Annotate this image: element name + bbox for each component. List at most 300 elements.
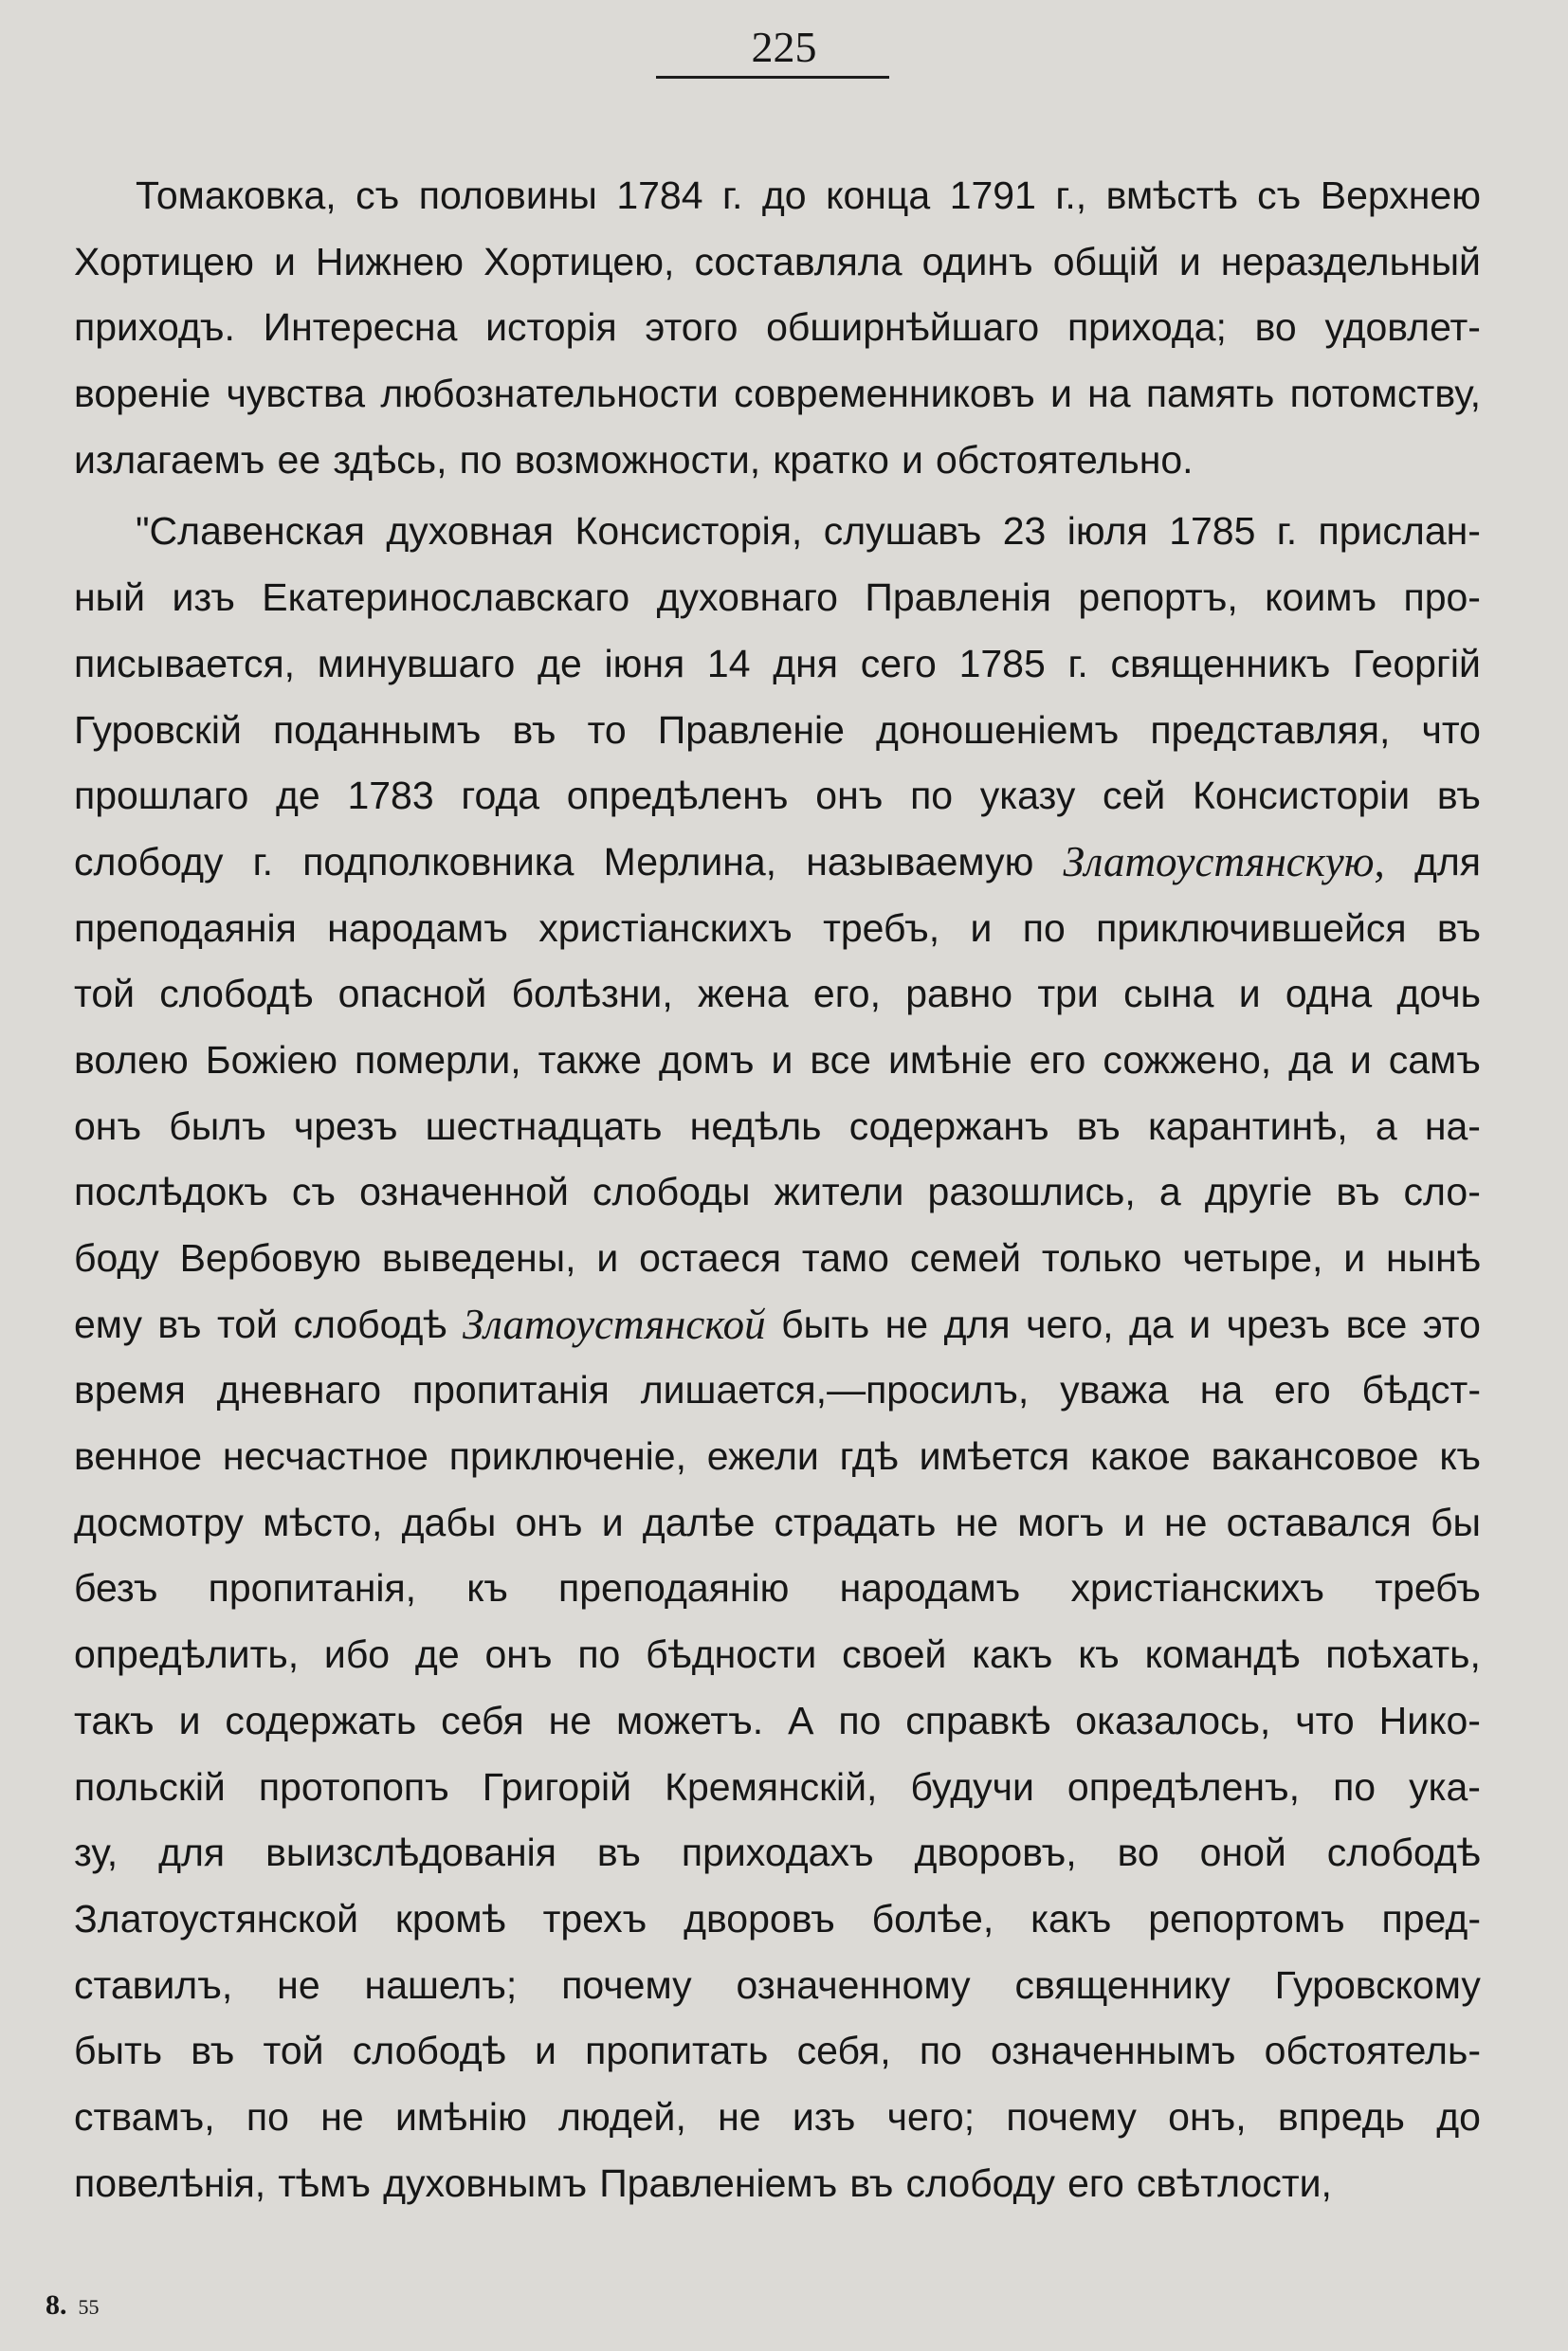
word: на- bbox=[1424, 1103, 1481, 1148]
word: пропитанія bbox=[411, 1368, 610, 1412]
word: чего, bbox=[1026, 1302, 1114, 1346]
word: чего; bbox=[886, 2094, 975, 2139]
word: онъ, bbox=[1168, 2094, 1247, 2139]
word: себя, bbox=[796, 2029, 891, 2073]
word: почему bbox=[561, 1962, 692, 2007]
word: 23 bbox=[1002, 509, 1047, 554]
word: конца bbox=[826, 173, 931, 217]
word: для bbox=[158, 1831, 226, 1875]
word: чрезъ bbox=[1226, 1302, 1331, 1346]
word: шестнадцать bbox=[425, 1103, 663, 1148]
word: мѣсто, bbox=[263, 1500, 383, 1544]
word: ный bbox=[74, 575, 146, 620]
word: духовная bbox=[386, 509, 555, 554]
word: несчастное bbox=[222, 1434, 428, 1479]
word: дворовъ bbox=[684, 1896, 835, 1941]
body-text bbox=[74, 163, 1481, 2216]
word: составляла bbox=[694, 239, 903, 283]
word: справкѣ bbox=[905, 1698, 1051, 1742]
word: сожжено, bbox=[1103, 1037, 1272, 1082]
word: называемую bbox=[806, 839, 1034, 884]
word: а bbox=[1158, 1170, 1181, 1214]
word: на bbox=[1087, 372, 1131, 416]
word: Верхнею bbox=[1320, 173, 1481, 217]
word: къ bbox=[466, 1566, 508, 1611]
word: въ bbox=[157, 1302, 202, 1346]
word: что bbox=[1295, 1698, 1355, 1742]
word: требъ, bbox=[823, 905, 940, 950]
word: этого bbox=[645, 305, 738, 350]
word: приходъ. bbox=[74, 305, 235, 350]
word: досмотру bbox=[74, 1500, 244, 1544]
word: поѣхать, bbox=[1325, 1632, 1481, 1677]
word: репортомъ bbox=[1148, 1896, 1345, 1941]
word: страдать bbox=[774, 1500, 937, 1544]
word: то bbox=[587, 707, 627, 752]
word: и bbox=[1238, 972, 1261, 1016]
word: также bbox=[538, 1037, 642, 1082]
word: Нико- bbox=[1378, 1698, 1481, 1742]
word: и bbox=[535, 2029, 556, 2073]
text-line bbox=[74, 1424, 1481, 1490]
text-line bbox=[74, 1688, 1481, 1755]
word: впредь bbox=[1277, 2094, 1405, 2139]
word: да bbox=[1129, 1302, 1174, 1346]
word: сына bbox=[1123, 972, 1214, 1016]
word: лишается,—просилъ, bbox=[640, 1368, 1030, 1412]
word: одна bbox=[1285, 972, 1373, 1016]
text-line bbox=[74, 361, 1481, 428]
word: жена bbox=[697, 972, 789, 1016]
text-line bbox=[74, 698, 1481, 764]
word: слушавъ bbox=[823, 509, 982, 554]
word: и bbox=[273, 239, 296, 283]
word: современниковъ bbox=[734, 372, 1035, 416]
word: слободѣ bbox=[293, 1302, 447, 1346]
word: какъ bbox=[972, 1632, 1053, 1677]
word: писывается, bbox=[74, 641, 296, 685]
word: въ bbox=[1436, 774, 1481, 818]
word: чувства bbox=[226, 372, 366, 416]
word: "Славенская bbox=[136, 509, 365, 554]
word: здѣсь, bbox=[333, 437, 447, 482]
word: ствамъ, bbox=[74, 2094, 215, 2139]
word: болѣе, bbox=[871, 1896, 994, 1941]
word: Григорій bbox=[482, 1764, 632, 1809]
word: дневнаго bbox=[216, 1368, 382, 1412]
word: Мерлина, bbox=[603, 839, 777, 884]
word: въ bbox=[191, 2029, 235, 2073]
word: равно bbox=[905, 972, 1013, 1016]
word: не bbox=[718, 2094, 761, 2139]
word: года bbox=[461, 774, 540, 818]
word: свѣтлости, bbox=[1136, 2160, 1332, 2205]
word: онъ bbox=[515, 1500, 583, 1544]
word: нераздельный bbox=[1220, 239, 1481, 283]
word: г. bbox=[722, 173, 743, 217]
text-line bbox=[74, 1028, 1481, 1094]
word: де bbox=[538, 641, 582, 685]
word: такъ bbox=[74, 1698, 155, 1742]
word: самъ bbox=[1388, 1037, 1481, 1082]
word: народамъ bbox=[327, 905, 508, 950]
word: выведены, bbox=[381, 1236, 576, 1280]
word: означенному bbox=[736, 1962, 971, 2007]
word: г., bbox=[1055, 173, 1087, 217]
word: Гуровскому bbox=[1274, 1962, 1481, 2007]
word: гдѣ bbox=[839, 1434, 899, 1479]
word: общій bbox=[1052, 239, 1159, 283]
word: Вербовую bbox=[179, 1236, 362, 1280]
word: себя bbox=[441, 1698, 524, 1742]
word: и bbox=[901, 437, 923, 482]
word: чрезъ bbox=[293, 1103, 398, 1148]
word: это bbox=[1422, 1302, 1481, 1346]
word: не bbox=[955, 1500, 999, 1544]
word: Томаковка, bbox=[136, 173, 337, 217]
word: доношеніемъ bbox=[876, 707, 1120, 752]
word: прихода; bbox=[1067, 305, 1227, 350]
signature-sub-number: 55 bbox=[78, 2295, 100, 2319]
word: онъ bbox=[74, 1103, 142, 1148]
word: Златоустянской bbox=[463, 1300, 766, 1348]
word: оставался bbox=[1226, 1500, 1412, 1544]
text-line bbox=[74, 1556, 1481, 1622]
word: имѣнію bbox=[395, 2094, 527, 2139]
word: сего bbox=[860, 641, 937, 685]
text-line bbox=[74, 2085, 1481, 2151]
word: одинъ bbox=[921, 239, 1033, 283]
text-line bbox=[74, 163, 1481, 229]
word: вмѣстѣ bbox=[1105, 173, 1238, 217]
word: означенной bbox=[359, 1170, 569, 1214]
word: остаеся bbox=[639, 1236, 782, 1280]
word: г. bbox=[252, 839, 274, 884]
word: содержать bbox=[225, 1698, 417, 1742]
word: и bbox=[1122, 1500, 1145, 1544]
word: Нижнею bbox=[315, 239, 465, 283]
word: повелѣнія, bbox=[74, 2160, 266, 2205]
paragraph bbox=[74, 163, 1481, 493]
word: на bbox=[1199, 1368, 1244, 1412]
word: Гуровскій bbox=[74, 707, 242, 752]
word: что bbox=[1421, 707, 1481, 752]
word: людей, bbox=[558, 2094, 686, 2139]
word: по bbox=[577, 1632, 621, 1677]
word: въ bbox=[596, 1831, 641, 1875]
word: поданнымъ bbox=[272, 707, 482, 752]
word: вореніе bbox=[74, 372, 211, 416]
word: той bbox=[263, 2029, 324, 2073]
word: пропитать bbox=[585, 2029, 769, 2073]
word: онъ bbox=[484, 1632, 553, 1677]
word: Консисторіи bbox=[1192, 774, 1411, 818]
word: г. bbox=[1067, 641, 1088, 685]
word: обстоятель- bbox=[1264, 2029, 1481, 2073]
word: содержанъ bbox=[848, 1103, 1049, 1148]
word: дня bbox=[773, 641, 838, 685]
word: какое bbox=[1090, 1434, 1191, 1479]
text-line bbox=[74, 961, 1481, 1028]
word: волею bbox=[74, 1037, 189, 1082]
word: и bbox=[178, 1698, 201, 1742]
word: далѣе bbox=[642, 1500, 756, 1544]
word: четыре, bbox=[1182, 1236, 1323, 1280]
word: въ bbox=[849, 2160, 894, 2205]
word: другіе bbox=[1204, 1170, 1313, 1214]
word: обширнѣйшаго bbox=[766, 305, 1040, 350]
word: излагаемъ bbox=[74, 437, 265, 482]
word: въ bbox=[512, 707, 556, 752]
word: той bbox=[74, 972, 136, 1016]
word: исторія bbox=[485, 305, 617, 350]
text-line bbox=[74, 1094, 1481, 1160]
word: пред- bbox=[1381, 1896, 1481, 1941]
word: обстоятельно. bbox=[936, 437, 1194, 482]
word: потомству, bbox=[1289, 372, 1481, 416]
text-line bbox=[74, 1622, 1481, 1688]
text-line bbox=[74, 1292, 1481, 1358]
word: дворовъ, bbox=[914, 1831, 1077, 1875]
word: не bbox=[1164, 1500, 1208, 1544]
word: указу bbox=[979, 774, 1076, 818]
word: по bbox=[1333, 1764, 1377, 1809]
word: христіанскихъ bbox=[1070, 1566, 1325, 1611]
word: А bbox=[788, 1698, 814, 1742]
word: ее bbox=[277, 437, 321, 482]
word: и bbox=[1178, 239, 1201, 283]
text-line bbox=[74, 1358, 1481, 1424]
word: семей bbox=[909, 1236, 1022, 1280]
text-line bbox=[74, 829, 1481, 896]
word: по bbox=[910, 774, 954, 818]
word: по bbox=[919, 2029, 962, 2073]
word: изъ bbox=[792, 2094, 856, 2139]
word: прошлаго bbox=[74, 774, 249, 818]
word: ему bbox=[74, 1302, 142, 1346]
word: въ bbox=[1336, 1170, 1380, 1214]
word: народамъ bbox=[839, 1566, 1021, 1611]
word: и bbox=[771, 1037, 793, 1082]
word: быть bbox=[74, 2029, 163, 2073]
word: и bbox=[1049, 372, 1072, 416]
word: выизслѣдованія bbox=[265, 1831, 556, 1875]
word: Хортицею, bbox=[483, 239, 675, 283]
word: былъ bbox=[169, 1103, 266, 1148]
word: своей bbox=[842, 1632, 947, 1677]
text-line bbox=[74, 499, 1481, 565]
word: разошлись, bbox=[927, 1170, 1136, 1214]
word: онъ bbox=[815, 774, 884, 818]
word: половины bbox=[418, 173, 597, 217]
word: слободѣ bbox=[159, 972, 314, 1016]
word: время bbox=[74, 1368, 186, 1412]
word: уважа bbox=[1060, 1368, 1169, 1412]
word: и bbox=[601, 1500, 624, 1544]
paragraph bbox=[74, 499, 1481, 2216]
word: приключившейся bbox=[1096, 905, 1407, 950]
word: будучи bbox=[910, 1764, 1034, 1809]
word: бы bbox=[1431, 1500, 1481, 1544]
word: Правленія bbox=[865, 575, 1051, 620]
word: Божіею bbox=[205, 1037, 338, 1082]
word: бѣдст- bbox=[1361, 1368, 1481, 1412]
printer-signature bbox=[46, 2289, 100, 2322]
word: во bbox=[1117, 1831, 1159, 1875]
word: изъ bbox=[172, 575, 235, 620]
word: къ bbox=[1078, 1632, 1120, 1677]
word: тѣмъ bbox=[278, 2160, 371, 2205]
word: сей bbox=[1103, 774, 1166, 818]
word: 1791 bbox=[949, 173, 1036, 217]
word: въ bbox=[1076, 1103, 1121, 1148]
word: въ bbox=[1436, 905, 1481, 950]
text-line bbox=[74, 1820, 1481, 1886]
word: можетъ. bbox=[616, 1698, 764, 1742]
word: какъ bbox=[1030, 1896, 1112, 1941]
word: до bbox=[761, 173, 807, 217]
text-line bbox=[74, 763, 1481, 829]
word: померли, bbox=[355, 1037, 521, 1082]
word: для bbox=[1413, 839, 1481, 884]
word: домъ bbox=[658, 1037, 755, 1082]
signature-sheet-number: 8. bbox=[46, 2289, 67, 2321]
word: нашелъ; bbox=[364, 1962, 518, 2007]
word: возможности, bbox=[514, 437, 761, 482]
text-line bbox=[74, 2018, 1481, 2085]
page-number: 225 bbox=[751, 23, 817, 71]
word: слободу bbox=[74, 839, 224, 884]
text-line bbox=[74, 1953, 1481, 2019]
word: приключеніе, bbox=[448, 1434, 686, 1479]
word: по bbox=[1022, 905, 1066, 950]
word: опредѣлить, bbox=[74, 1632, 300, 1677]
word: Правленіе bbox=[657, 707, 845, 752]
word: той bbox=[216, 1302, 278, 1346]
word: ставилъ, bbox=[74, 1962, 233, 2007]
word: и bbox=[1343, 1236, 1366, 1280]
word: его bbox=[1067, 2160, 1124, 2205]
word: и bbox=[970, 905, 993, 950]
word: опредѣленъ bbox=[566, 774, 789, 818]
word: три bbox=[1037, 972, 1099, 1016]
word: коимъ bbox=[1265, 575, 1377, 620]
word: почему bbox=[1006, 2094, 1137, 2139]
word: Кремянскій, bbox=[665, 1764, 878, 1809]
word: не bbox=[320, 2094, 364, 2139]
word: представляя, bbox=[1150, 707, 1391, 752]
word: по bbox=[838, 1698, 882, 1742]
word: имѣется bbox=[919, 1434, 1070, 1479]
word: минувшаго bbox=[317, 641, 516, 685]
word: съ bbox=[356, 173, 400, 217]
word: вакансовое bbox=[1211, 1434, 1419, 1479]
word: и bbox=[596, 1236, 619, 1280]
word: де bbox=[276, 774, 320, 818]
word: слободы bbox=[593, 1170, 751, 1214]
word: жители bbox=[774, 1170, 904, 1214]
word: опасной bbox=[337, 972, 487, 1016]
word: оной bbox=[1199, 1831, 1286, 1875]
word: про- bbox=[1403, 575, 1481, 620]
word: венное bbox=[74, 1434, 203, 1479]
page-number-rule bbox=[656, 76, 889, 79]
word: кромѣ bbox=[394, 1896, 506, 1941]
word: ука- bbox=[1409, 1764, 1481, 1809]
word: все bbox=[1345, 1302, 1408, 1346]
word: слободу bbox=[905, 2160, 1055, 2205]
text-line bbox=[74, 2151, 1481, 2217]
word: по bbox=[459, 437, 502, 482]
word: священнику bbox=[1014, 1962, 1231, 2007]
text-line bbox=[74, 1755, 1481, 1821]
word: прислан- bbox=[1318, 509, 1481, 554]
word: Правленіемъ bbox=[599, 2160, 838, 2205]
word: бѣдности bbox=[646, 1632, 817, 1677]
word: преподаянію bbox=[558, 1566, 790, 1611]
word: тамо bbox=[801, 1236, 889, 1280]
word: Златоустянской bbox=[74, 1896, 359, 1941]
word: духовнаго bbox=[656, 575, 838, 620]
word: не bbox=[548, 1698, 593, 1742]
text-line bbox=[74, 896, 1481, 962]
word: удовлет- bbox=[1324, 305, 1481, 350]
word: 14 bbox=[706, 641, 751, 685]
text-line bbox=[74, 1886, 1481, 1953]
word: іюля bbox=[1067, 509, 1148, 554]
text-line bbox=[74, 1226, 1481, 1292]
word: трехъ bbox=[542, 1896, 647, 1941]
word: сло- bbox=[1403, 1170, 1481, 1214]
word: и bbox=[1349, 1037, 1372, 1082]
word: требъ bbox=[1375, 1566, 1481, 1611]
word: боду bbox=[74, 1236, 159, 1280]
text-line bbox=[74, 229, 1481, 296]
word: для bbox=[943, 1302, 1011, 1346]
word: его bbox=[1274, 1368, 1331, 1412]
word: только bbox=[1041, 1236, 1162, 1280]
word: Консисторія, bbox=[574, 509, 803, 554]
word: любознательности bbox=[380, 372, 719, 416]
text-line bbox=[74, 631, 1481, 698]
word: дочь bbox=[1396, 972, 1481, 1016]
word: послѣдокъ bbox=[74, 1170, 268, 1214]
word: зу, bbox=[74, 1831, 119, 1875]
word: недѣль bbox=[689, 1103, 822, 1148]
word: все bbox=[810, 1037, 871, 1082]
word: а bbox=[1375, 1103, 1397, 1148]
word: де bbox=[414, 1632, 460, 1677]
word: ежели bbox=[706, 1434, 819, 1479]
word: 1785 bbox=[958, 641, 1046, 685]
word: подполковника bbox=[302, 839, 574, 884]
word: память bbox=[1145, 372, 1275, 416]
word: да bbox=[1288, 1037, 1333, 1082]
word: г. bbox=[1276, 509, 1298, 554]
word: его bbox=[1029, 1037, 1086, 1082]
word: 1784 bbox=[616, 173, 703, 217]
word: имѣніе bbox=[887, 1037, 1012, 1082]
word: нынѣ bbox=[1386, 1236, 1481, 1280]
word: быть bbox=[781, 1302, 870, 1346]
word: 1785 bbox=[1169, 509, 1256, 554]
word: преподаянія bbox=[74, 905, 297, 950]
word: приходахъ bbox=[681, 1831, 874, 1875]
word: Хортицею bbox=[74, 239, 254, 283]
word: безъ bbox=[74, 1566, 158, 1611]
word: и bbox=[1189, 1302, 1212, 1346]
word: опредѣленъ, bbox=[1067, 1764, 1301, 1809]
